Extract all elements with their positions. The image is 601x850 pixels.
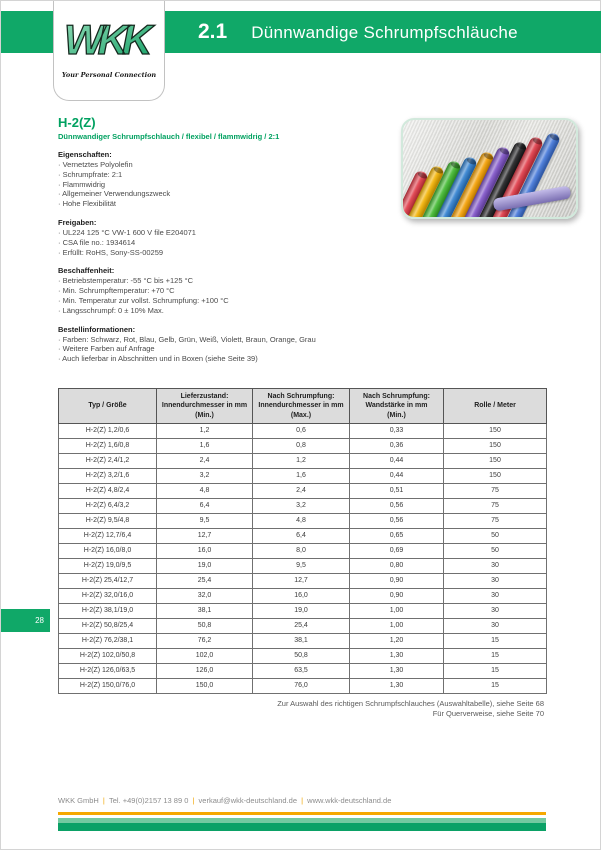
footer-separator: | [299, 796, 306, 805]
table-cell: H-2(Z) 150,0/76,0 [59, 678, 157, 693]
table-cell: 126,0 [157, 663, 253, 678]
table-cell: H-2(Z) 1,2/0,6 [59, 423, 157, 438]
section-number: 2.1 [198, 20, 228, 43]
table-cell: H-2(Z) 6,4/3,2 [59, 498, 157, 513]
list-item: · Min. Schrumpftemperatur: +70 °C [58, 286, 396, 296]
section-list [58, 276, 396, 315]
table-cell: 3,2 [253, 498, 350, 513]
info-section [58, 218, 396, 257]
table-cell: 30 [444, 573, 547, 588]
table-cell: 38,1 [253, 633, 350, 648]
table-cell: 15 [444, 648, 547, 663]
table-cell: H-2(Z) 16,0/8,0 [59, 543, 157, 558]
table-cell: 30 [444, 558, 547, 573]
table-cell: 1,6 [253, 468, 350, 483]
table-cell: H-2(Z) 3,2/1,6 [59, 468, 157, 483]
note-line: Für Querverweise, siehe Seite 70 [432, 709, 544, 718]
table-row [59, 543, 547, 558]
table-cell: 38,1 [157, 603, 253, 618]
table-cell: H-2(Z) 19,0/9,5 [59, 558, 157, 573]
table-cell: 1,2 [157, 423, 253, 438]
spec-table [58, 388, 547, 694]
footer-band-dark-green [58, 823, 546, 831]
svg-text:WKK: WKK [64, 16, 147, 63]
table-cell: H-2(Z) 76,2/38,1 [59, 633, 157, 648]
table-cell: 15 [444, 633, 547, 648]
table-cell: H-2(Z) 126,0/63,5 [59, 663, 157, 678]
list-item: · Auch lieferbar in Abschnitten und in Boxen (siehe Seite 39) [58, 354, 396, 364]
table-cell: 32,0 [157, 588, 253, 603]
column-header: Nach Schrumpfung: Wandstärke in mm (Min.) [350, 389, 444, 424]
info-section [58, 150, 396, 209]
table-cell: 150,0 [157, 678, 253, 693]
list-item: · Betriebstemperatur: -55 °C bis +125 °C [58, 276, 396, 286]
product-photo [401, 118, 578, 219]
table-cell: 8,0 [253, 543, 350, 558]
table-cell: 0,65 [350, 528, 444, 543]
section-list [58, 228, 396, 257]
table-cell: H-2(Z) 1,6/0,8 [59, 438, 157, 453]
table-cell: 6,4 [253, 528, 350, 543]
table-cell: 19,0 [253, 603, 350, 618]
table-row [59, 513, 547, 528]
table-cell: 50 [444, 528, 547, 543]
footer-part: Tel. +49(0)2157 13 89 0 [108, 796, 189, 805]
table-header-row [59, 389, 547, 424]
notes [277, 699, 544, 719]
table-row [59, 618, 547, 633]
table-cell: 16,0 [253, 588, 350, 603]
table-cell: 4,8 [253, 513, 350, 528]
table-cell: 0,8 [253, 438, 350, 453]
table-row [59, 438, 547, 453]
table-row [59, 648, 547, 663]
product-info [58, 116, 396, 364]
table-cell: 102,0 [157, 648, 253, 663]
table-cell: 50,8 [253, 648, 350, 663]
footer-separator: | [190, 796, 197, 805]
table-cell: 0,44 [350, 468, 444, 483]
table-cell: 0,90 [350, 588, 444, 603]
section-heading: Bestellinformationen: [58, 324, 136, 334]
info-sections [58, 150, 396, 364]
table-cell: 12,7 [253, 573, 350, 588]
table-cell: 75 [444, 483, 547, 498]
list-item: · Längsschrumpf: 0 ± 10% Max. [58, 306, 396, 316]
table-cell: 19,0 [157, 558, 253, 573]
list-item: · Weitere Farben auf Anfrage [58, 344, 396, 354]
info-section [58, 325, 396, 364]
table-cell: H-2(Z) 50,8/25,4 [59, 618, 157, 633]
table-cell: 2,4 [157, 453, 253, 468]
table-row [59, 453, 547, 468]
table-cell: 76,2 [157, 633, 253, 648]
table-cell: 0,56 [350, 498, 444, 513]
table-cell: 25,4 [157, 573, 253, 588]
table-cell: 4,8 [157, 483, 253, 498]
section-heading: Eigenschaften: [58, 150, 112, 159]
table-cell: 150 [444, 453, 547, 468]
table-row [59, 678, 547, 693]
table-row [59, 498, 547, 513]
table-cell: H-2(Z) 4,8/2,4 [59, 483, 157, 498]
table-cell: 9,5 [253, 558, 350, 573]
table-cell: 150 [444, 438, 547, 453]
table-row [59, 483, 547, 498]
table-cell: 0,90 [350, 573, 444, 588]
section-title: Dünnwandige Schrumpfschläuche [251, 23, 518, 42]
list-item: · Vernetztes Polyolefin [58, 160, 396, 170]
table-cell: 0,44 [350, 453, 444, 468]
table-row [59, 528, 547, 543]
info-section [58, 266, 396, 315]
list-item: · Min. Temperatur zur vollst. Schrumpfung: +100 °C [58, 296, 396, 306]
list-item: · Flammwidrig [58, 180, 396, 190]
table-cell: 0,6 [253, 423, 350, 438]
table-cell: H-2(Z) 2,4/1,2 [59, 453, 157, 468]
table-cell: 25,4 [253, 618, 350, 633]
table-cell: 76,0 [253, 678, 350, 693]
table-cell: 75 [444, 513, 547, 528]
page-number-tab: 28 [1, 609, 50, 632]
table-cell: 30 [444, 618, 547, 633]
logo-tagline: Your Personal Connection [61, 71, 157, 79]
table-row [59, 633, 547, 648]
column-header: Lieferzustand: Innendurchmesser in mm (Min.) [157, 389, 253, 424]
table-row [59, 573, 547, 588]
table-cell: 1,00 [350, 618, 444, 633]
table-cell: 0,80 [350, 558, 444, 573]
column-header: Nach Schrumpfung: Innendurchmesser in mm (Max.) [253, 389, 350, 424]
table-cell: 15 [444, 678, 547, 693]
footer-part: verkauf@wkk-deutschland.de [198, 796, 298, 805]
logo-box [53, 1, 165, 101]
table-row [59, 663, 547, 678]
table-cell: 1,2 [253, 453, 350, 468]
table-cell: 63,5 [253, 663, 350, 678]
table-cell: 1,20 [350, 633, 444, 648]
footer-part: www.wkk-deutschland.de [307, 796, 392, 805]
footer-separator: | [100, 796, 107, 805]
table-cell: 150 [444, 468, 547, 483]
list-item: · UL224 125 °C VW-1 600 V file E204071 [58, 228, 396, 238]
table-cell: 3,2 [157, 468, 253, 483]
table-cell: 12,7 [157, 528, 253, 543]
table-cell: 0,69 [350, 543, 444, 558]
table-cell: H-2(Z) 32,0/16,0 [59, 588, 157, 603]
note-line: Zur Auswahl des richtigen Schrumpfschlauches (Auswahltabelle), siehe Seite 68 [277, 699, 544, 708]
list-item: · CSA file no.: 1934614 [58, 238, 396, 248]
table-cell: 2,4 [253, 483, 350, 498]
table-cell: H-2(Z) 38,1/19,0 [59, 603, 157, 618]
section-list [58, 160, 396, 209]
table-body [59, 423, 547, 693]
list-item: · Erfüllt: RoHS, Sony-SS-00259 [58, 248, 396, 258]
table-cell: 30 [444, 603, 547, 618]
column-header: Rolle / Meter [444, 389, 547, 424]
table-cell: 9,5 [157, 513, 253, 528]
product-title: H-2(Z) [58, 115, 96, 130]
section-heading: Beschaffenheit: [58, 266, 115, 276]
list-item: · Schrumpfrate: 2:1 [58, 170, 396, 180]
table-cell: 50 [444, 543, 547, 558]
table-cell: 150 [444, 423, 547, 438]
column-header: Typ / Größe [59, 389, 157, 424]
list-item: · Hohe Flexibilität [58, 199, 396, 209]
table-row [59, 423, 547, 438]
table-cell: H-2(Z) 25,4/12,7 [59, 573, 157, 588]
table-cell: 1,30 [350, 678, 444, 693]
table-cell: 0,56 [350, 513, 444, 528]
product-subtitle: Dünnwandiger Schrumpfschlauch / flexibel / flammwidrig / 2:1 [58, 132, 280, 141]
table-cell: 30 [444, 588, 547, 603]
table-row [59, 468, 547, 483]
list-item: · Farben: Schwarz, Rot, Blau, Gelb, Grün, Weiß, Violett, Braun, Orange, Grau [58, 335, 396, 345]
table-row [59, 603, 547, 618]
table-row [59, 588, 547, 603]
table-cell: 0,36 [350, 438, 444, 453]
table-cell: 6,4 [157, 498, 253, 513]
footer-text [58, 796, 391, 805]
table-cell: 1,00 [350, 603, 444, 618]
table-head [59, 389, 547, 424]
table-row [59, 558, 547, 573]
list-item: · Allgemeiner Verwendungszweck [58, 189, 396, 199]
table-cell: H-2(Z) 12,7/6,4 [59, 528, 157, 543]
section-list [58, 335, 396, 364]
table-cell: 0,33 [350, 423, 444, 438]
wkk-logo-icon [61, 9, 157, 67]
table-cell: 1,30 [350, 663, 444, 678]
table-cell: 16,0 [157, 543, 253, 558]
table-cell: 0,51 [350, 483, 444, 498]
table-cell: 1,6 [157, 438, 253, 453]
table-cell: 15 [444, 663, 547, 678]
table-cell: 75 [444, 498, 547, 513]
table-cell: 1,30 [350, 648, 444, 663]
footer-part: WKK GmbH [58, 796, 99, 805]
table-cell: 50,8 [157, 618, 253, 633]
section-heading: Freigaben: [58, 217, 97, 227]
footer-rule-orange [58, 812, 546, 815]
table-cell: H-2(Z) 102,0/50,8 [59, 648, 157, 663]
table-cell: H-2(Z) 9,5/4,8 [59, 513, 157, 528]
